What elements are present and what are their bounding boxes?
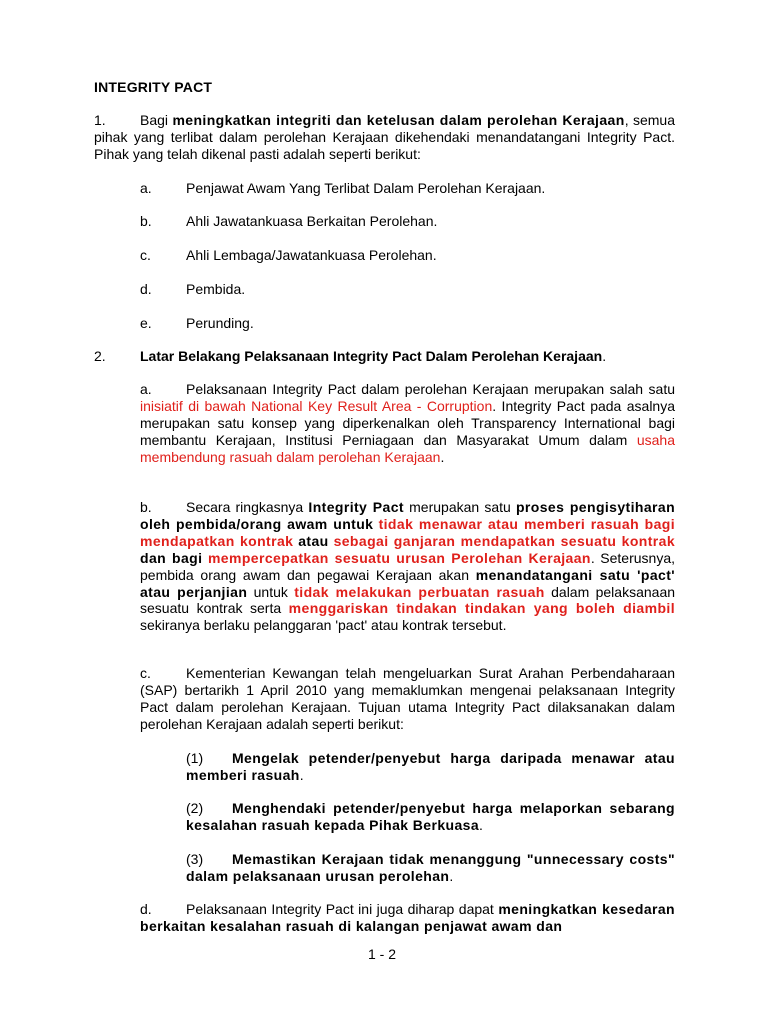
text-segment: dalam pelaksanaan sesuatu kontrak serta <box>140 583 676 617</box>
bold-text: Integrity Pact <box>308 499 404 515</box>
text-segment: merupakan satu <box>409 499 511 515</box>
paragraph-1 <box>94 112 675 163</box>
page-number: 1 - 2 <box>368 946 397 962</box>
item-number: (1) <box>186 750 204 766</box>
highlight-bold-text: sebagai ganjaran mendapatkan sesuatu kontrak <box>333 532 676 549</box>
bold-text: meningkatkan integriti dan ketelusan dalam perolehan Kerajaan <box>172 112 625 128</box>
document-title: INTEGRITY PACT <box>94 79 213 95</box>
list-item <box>140 281 245 297</box>
purpose-item <box>186 750 675 784</box>
list-letter: c. <box>140 247 151 263</box>
highlight-text: usaha membendung rasuah dalam perolehan Kerajaan <box>140 431 675 465</box>
paragraph-letter: a. <box>140 381 152 397</box>
text-segment: Pelaksanaan Integrity Pact ini juga diharap dapat <box>186 901 494 917</box>
paragraph-letter: b. <box>140 499 152 515</box>
text-segment: Kementerian Kewangan telah mengeluarkan Surat Arahan Perbendaharaan (SAP) bertarikh 1 April 2010 yang memaklumkan mengenai pelaksanaan Integrity Pact dalam perolehan Kerajaan. Tujuan utama Integrity Pact dilaksanakan dalam perolehan Kerajaan adalah seperti berikut: <box>140 665 675 732</box>
item-number: (3) <box>186 851 204 867</box>
purpose-item <box>186 851 675 885</box>
text-segment: . Integrity Pact pada asalnya merupakan satu konsep yang diperkenalkan oleh Transparency International bagi membantu Kerajaan, Institusi Perniagaan dan Masyarakat Umum dalam <box>140 397 675 448</box>
list-item <box>140 213 437 229</box>
paragraph-2a <box>140 381 675 466</box>
heading-text: Latar Belakang Pelaksanaan Integrity Pact Dalam Perolehan Kerajaan <box>140 348 603 364</box>
paragraph-2d <box>140 901 675 935</box>
bold-text: dan bagi <box>140 549 203 566</box>
highlight-bold-text: menggariskan tindakan tindakan yang boleh diambil <box>288 600 675 617</box>
text-segment: . <box>299 766 304 783</box>
paragraph-2b <box>140 499 675 634</box>
bold-text: proses pengisytiharan oleh pembida/orang awam untuk <box>140 499 676 532</box>
text-segment: untuk <box>253 583 288 600</box>
list-letter: e. <box>140 315 152 331</box>
bold-text: Memastikan Kerajaan tidak menanggung "unnecessary costs" dalam pelaksanaan urusan perolehan <box>186 851 675 884</box>
list-item <box>140 180 545 196</box>
highlight-bold-text: tidak melakukan perbuatan rasuah <box>294 583 545 600</box>
text-segment: sekiranya berlaku pelanggaran 'pact' atau kontrak tersebut. <box>140 617 507 634</box>
section-heading <box>94 348 675 365</box>
list-letter: d. <box>140 281 152 297</box>
text-segment: , semua pihak yang terlibat dalam perolehan Kerajaan dikehendaki menandatangani Integrity Pact. Pihak yang telah dikenal pasti adalah seperti berikut: <box>94 112 675 162</box>
text-segment: . <box>440 448 445 465</box>
list-item <box>140 315 254 331</box>
highlight-bold-text: tidak menawar atau memberi rasuah bagi mendapatkan kontrak <box>140 515 676 549</box>
list-text: Ahli Jawatankuasa Berkaitan Perolehan. <box>186 213 438 229</box>
paragraph-letter: c. <box>140 665 151 681</box>
highlight-text: inisiatif di bawah National Key Result Area - Corruption <box>140 397 493 414</box>
text-segment: Pelaksanaan Integrity Pact dalam perolehan Kerajaan merupakan salah satu <box>186 381 675 397</box>
bold-text: Menghendaki petender/penyebut harga melaporkan sebarang kesalahan rasuah kepada Pihak Berkuasa <box>186 800 675 833</box>
purpose-item <box>186 800 675 834</box>
list-text: Ahli Lembaga/Jawatankuasa Perolehan. <box>186 247 437 263</box>
list-text: Penjawat Awam Yang Terlibat Dalam Perolehan Kerajaan. <box>186 180 546 196</box>
list-text: Perunding. <box>186 315 254 331</box>
text-segment: . <box>479 816 483 833</box>
item-number: (2) <box>186 800 204 816</box>
list-letter: b. <box>140 213 152 229</box>
bold-text: Mengelak petender/penyebut harga daripada menawar atau memberi rasuah <box>186 750 675 783</box>
paragraph-number: 2. <box>94 348 106 364</box>
list-text: Pembida. <box>186 281 246 297</box>
text-segment: . <box>602 348 607 364</box>
list-letter: a. <box>140 180 152 196</box>
bold-text: meningkatkan kesedaran berkaitan kesalahan rasuah di kalangan penjawat awam dan <box>140 901 675 934</box>
text-segment: . Seterusnya, pembida orang awam dan pegawai Kerajaan akan <box>140 549 676 583</box>
paragraph-letter: d. <box>140 901 152 917</box>
text-segment: . <box>449 867 454 884</box>
text-segment: Secara ringkasnya <box>186 499 304 515</box>
bold-text: atau <box>298 532 329 549</box>
text-segment: Bagi <box>140 112 169 128</box>
list-item <box>140 247 437 263</box>
paragraph-number: 1. <box>94 112 106 128</box>
bold-text: menandatangani satu 'pact' atau perjanjian <box>140 566 676 600</box>
paragraph-2c <box>140 665 675 733</box>
highlight-bold-text: mempercepatkan sesuatu urusan Perolehan Kerajaan <box>207 549 591 566</box>
